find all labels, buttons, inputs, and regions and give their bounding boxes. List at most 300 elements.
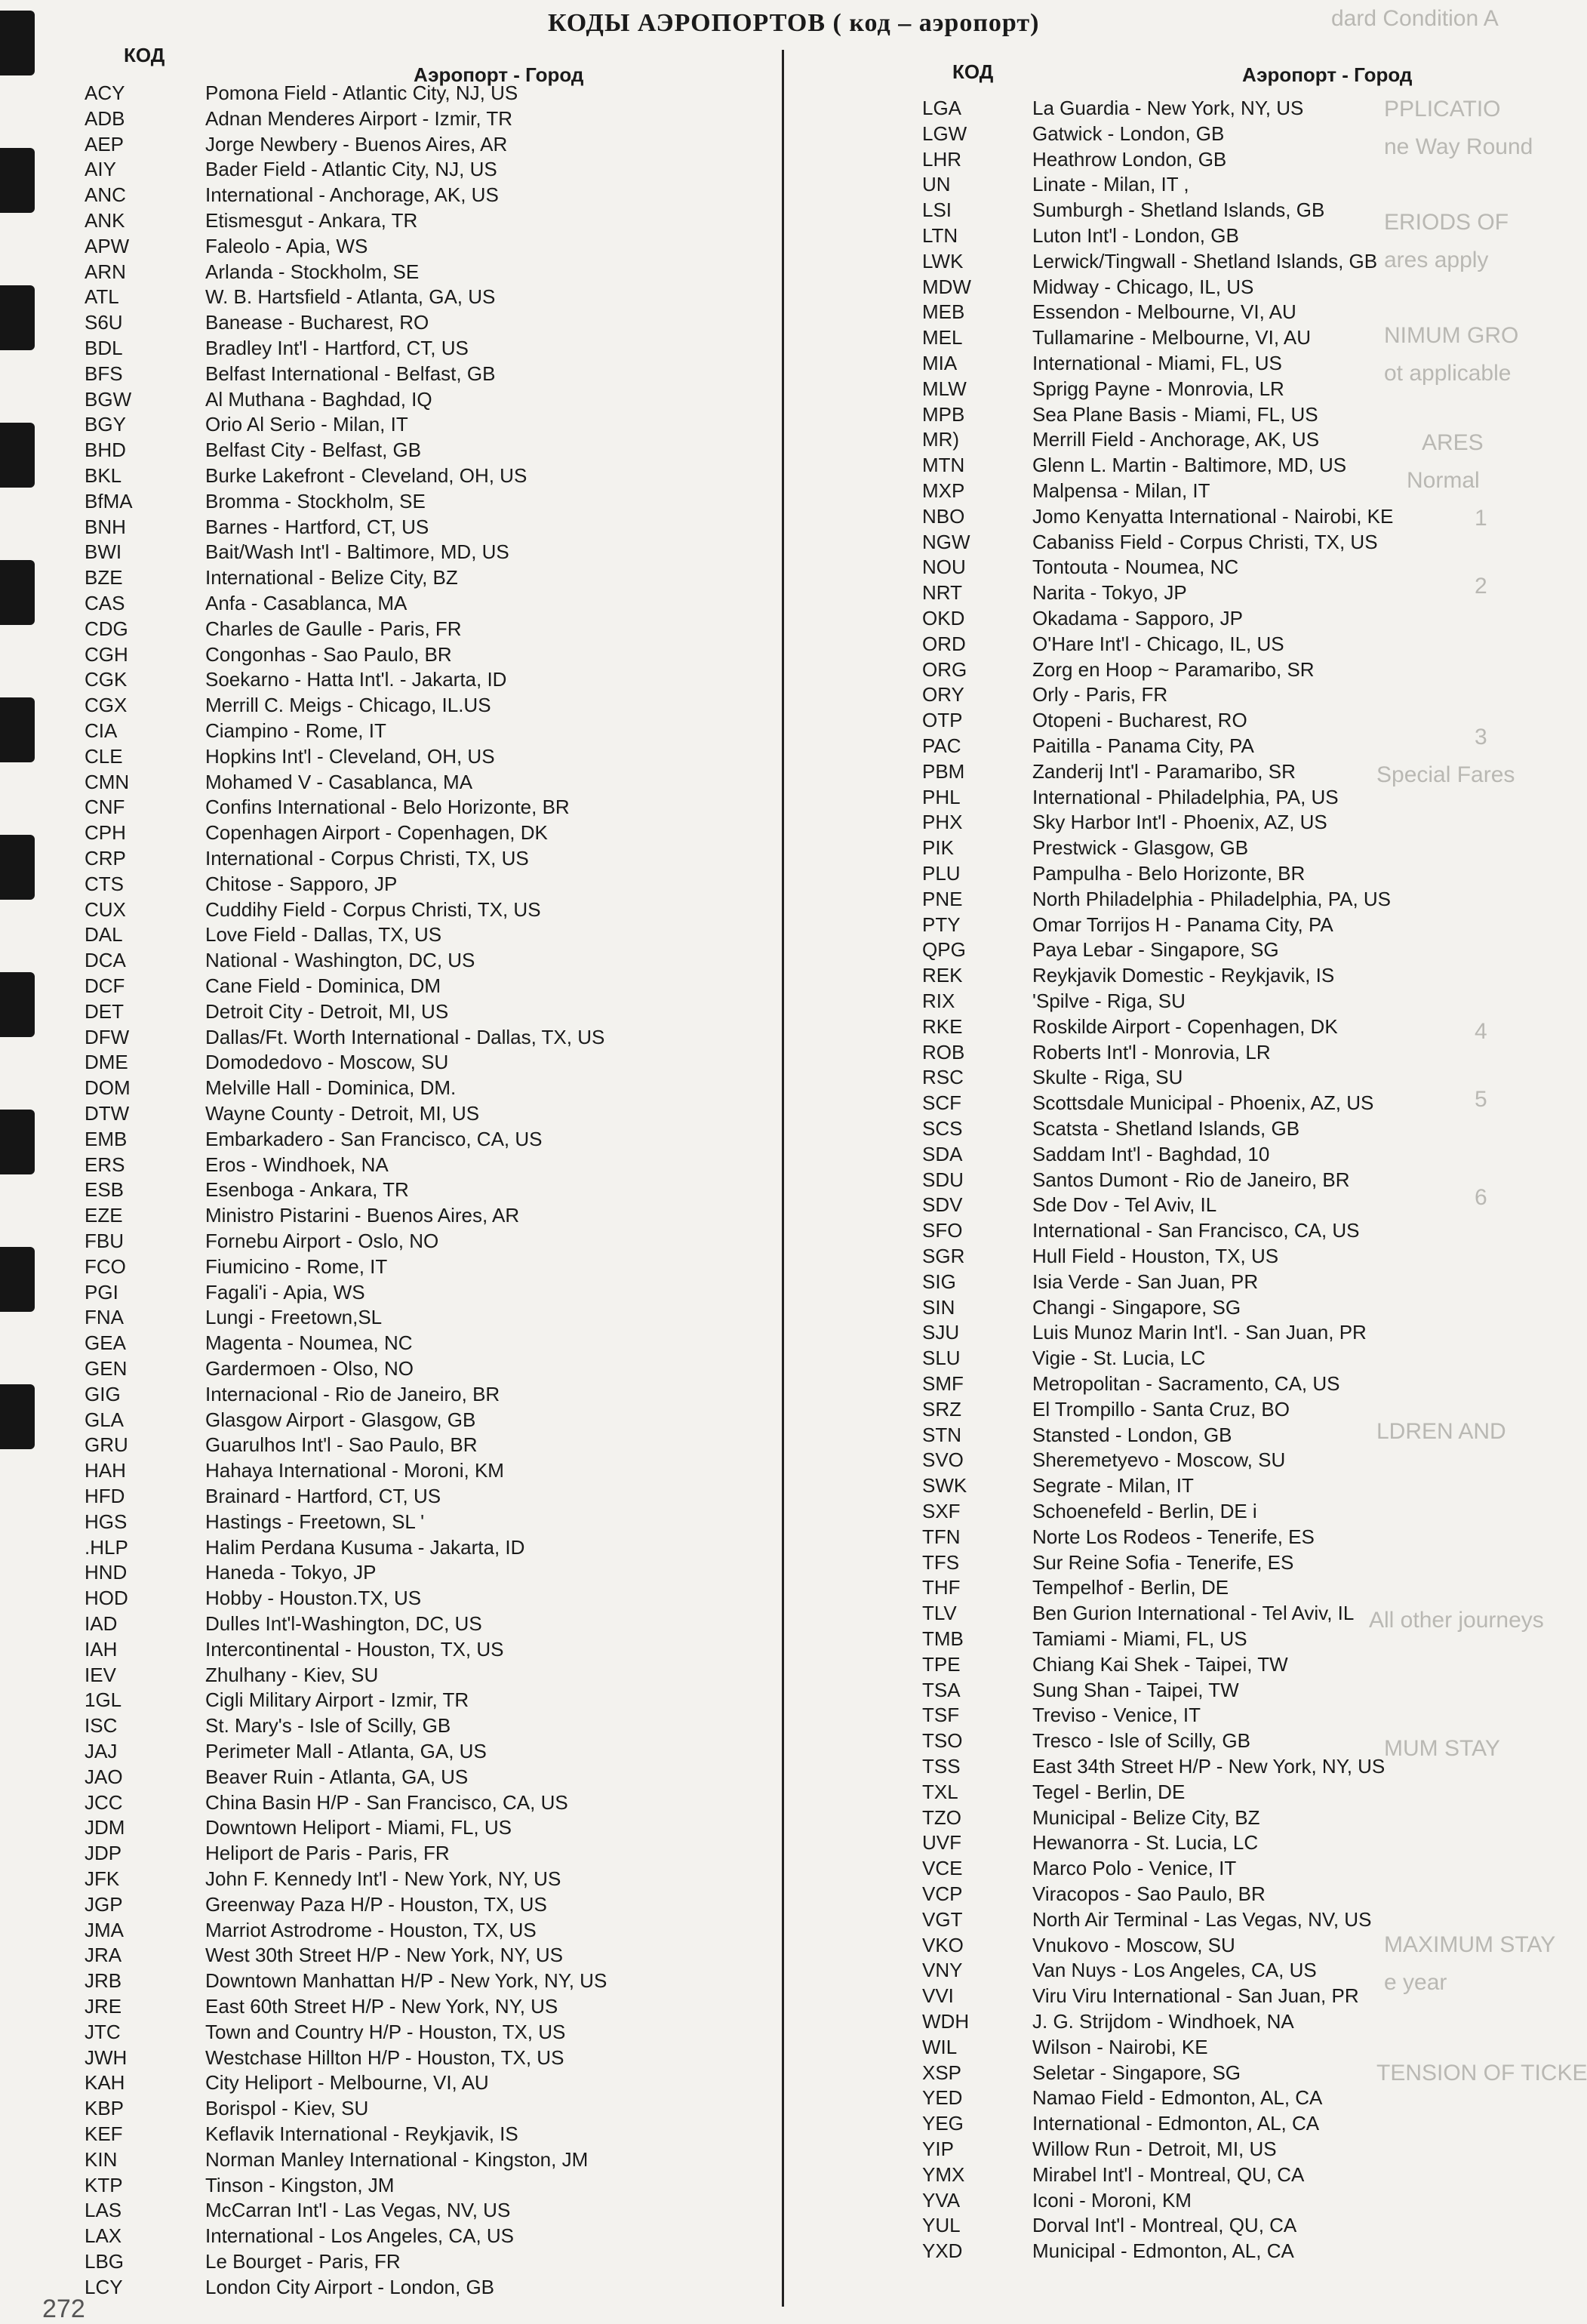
airport-code: CGH — [85, 642, 128, 666]
airport-code: HND — [85, 1561, 128, 1584]
airport-code: TSA — [922, 1678, 961, 1701]
airport-code: SIN — [922, 1295, 955, 1319]
airport-code: XSP — [922, 2061, 962, 2084]
airport-code: BfMA — [85, 489, 133, 513]
airport-name-city: Sprigg Payne - Monrovia, LR — [1032, 377, 1284, 400]
right-header-code: КОД — [952, 60, 994, 83]
airport-code: PTY — [922, 913, 961, 936]
airport-name-city: Charles de Gaulle - Paris, FR — [205, 617, 462, 640]
airport-name-city: O'Hare Int'l - Chicago, IL, US — [1032, 632, 1284, 655]
airport-name-city: Ciampino - Rome, IT — [205, 719, 386, 742]
airport-code: BKL — [85, 464, 122, 487]
airport-name-city: Okadama - Sapporo, JP — [1032, 607, 1243, 629]
airport-code: VCP — [922, 1882, 963, 1905]
airport-code: JRE — [85, 1995, 122, 2018]
airport-name-city: Santos Dumont - Rio de Janeiro, BR — [1032, 1168, 1350, 1191]
airport-code: CIA — [85, 719, 118, 742]
airport-name-city: Intercontinental - Houston, TX, US — [205, 1637, 504, 1661]
airport-name-city: Zanderij Int'l - Paramaribo, SR — [1032, 759, 1296, 783]
airport-name-city: Merrill Field - Anchorage, AK, US — [1032, 428, 1320, 451]
airport-code: PAC — [922, 734, 961, 757]
airport-name-city: Stansted - London, GB — [1032, 1423, 1232, 1446]
airport-name-city: Marriot Astrodrome - Houston, TX, US — [205, 1918, 537, 1941]
airport-code: TZO — [922, 1805, 961, 1829]
bleed-line: MUM STAY — [1384, 1736, 1500, 1761]
airport-name-city: Halim Perdana Kusuma - Jakarta, ID — [205, 1535, 525, 1559]
airport-code: CAS — [85, 592, 125, 614]
airport-name-city: Belfast International - Belfast, GB — [205, 362, 496, 385]
airport-code: PHL — [922, 785, 961, 808]
airport-code: UVF — [922, 1831, 961, 1855]
airport-code: IAH — [85, 1637, 118, 1661]
airport-code: JGP — [85, 1892, 123, 1916]
airport-name-city: Sung Shan - Taipei, TW — [1032, 1678, 1239, 1701]
right-header-airport-city: Аэропорт - Город — [1242, 63, 1413, 86]
airport-code: MXP — [922, 479, 965, 502]
airport-name-city: Fiumicino - Rome, IT — [205, 1254, 388, 1278]
airport-name-city: Cuddihy Field - Corpus Christi, TX, US — [205, 897, 541, 921]
airport-code: TLV — [922, 1602, 957, 1625]
airport-name-city: International - Edmonton, AL, CA — [1032, 2112, 1320, 2135]
airport-code: FCO — [85, 1254, 126, 1278]
airport-code: APW — [85, 234, 130, 257]
airport-name-city: International - Los Angeles, CA, US — [205, 2224, 515, 2248]
airport-name-city: Brainard - Hartford, CT, US — [205, 1485, 441, 1507]
airport-code: LAS — [85, 2199, 122, 2222]
airport-code: DTW — [85, 1102, 130, 1125]
airport-name-city: El Trompillo - Santa Cruz, BO — [1032, 1397, 1290, 1421]
airport-code: GEA — [85, 1331, 126, 1355]
airport-code: EZE — [85, 1204, 123, 1227]
airport-code: DET — [85, 999, 124, 1023]
airport-name-city: Hull Field - Houston, TX, US — [1032, 1245, 1279, 1267]
airport-name-city: Tempelhof - Berlin, DE — [1032, 1576, 1229, 1599]
airport-code: LTN — [922, 224, 958, 247]
airport-code: PIK — [922, 836, 954, 860]
airport-name-city: Melville Hall - Dominica, DM. — [205, 1076, 457, 1100]
airport-code: CUX — [85, 897, 126, 921]
airport-name-city: Lerwick/Tingwall - Shetland Islands, GB — [1032, 249, 1378, 272]
airport-name-city: Tresco - Isle of Scilly, GB — [1032, 1729, 1250, 1753]
airport-name-city: Reykjavik Domestic - Reykjavik, IS — [1032, 964, 1335, 987]
airport-name-city: Confins International - Belo Horizonte, BR — [205, 796, 570, 819]
airport-code: SCS — [922, 1117, 963, 1140]
airport-name-city: Soekarno - Hatta Int'l. - Jakarta, ID — [205, 668, 507, 691]
airport-code: YMX — [922, 2162, 965, 2186]
airport-code: TSS — [922, 1755, 961, 1778]
airport-code: HAH — [85, 1459, 126, 1482]
airport-code: JTC — [85, 2020, 121, 2043]
airport-code: OTP — [922, 709, 963, 732]
airport-code: KEF — [85, 2122, 123, 2145]
airport-code: NBO — [922, 504, 965, 528]
airport-code: 1GL — [85, 1688, 122, 1712]
airport-code: JFK — [85, 1867, 120, 1890]
airport-name-city: Metropolitan - Sacramento, CA, US — [1032, 1372, 1340, 1395]
airport-name-city: Belfast City - Belfast, GB — [205, 439, 422, 462]
airport-name-city: Merrill C. Meigs - Chicago, IL.US — [205, 694, 491, 717]
airport-name-city: Cabaniss Field - Corpus Christi, TX, US — [1032, 530, 1378, 553]
airport-code: BFS — [85, 362, 123, 385]
airport-name-city: Baneasе - Bucharest, RO — [205, 311, 429, 334]
airport-name-city: Prestwick - Glasgow, GB — [1032, 836, 1249, 860]
airport-name-city: Seletar - Singapore, SG — [1032, 2061, 1241, 2084]
airport-name-city: City Heliport - Melbourne, VI, AU — [205, 2071, 489, 2095]
airport-code: TMB — [922, 1627, 964, 1650]
airport-code: KAH — [85, 2071, 125, 2095]
airport-name-city: Cane Field - Dominica, DM — [205, 974, 441, 997]
airport-name-city: Sheremetyevo - Moscow, SU — [1032, 1448, 1286, 1472]
airport-code: ROB — [922, 1040, 965, 1063]
airport-name-city: West 30th Street H/P - New York, NY, US — [205, 1944, 563, 1967]
airport-code: SDV — [922, 1193, 963, 1217]
airport-name-city: Tontouta - Noumea, NC — [1032, 556, 1239, 579]
airport-code: FBU — [85, 1230, 124, 1252]
airport-name-city: Malpensa - Milan, IT — [1032, 479, 1210, 502]
airport-code: JCC — [85, 1790, 123, 1814]
airport-name-city: Sky Harbor Int'l - Phoenix, AZ, US — [1032, 811, 1327, 834]
airport-code: MPB — [922, 402, 965, 426]
airport-code: YXD — [922, 2239, 963, 2263]
airport-name-city: Mirabel Int'l - Montreal, QU, CA — [1032, 2162, 1305, 2186]
airport-code: .HLP — [85, 1535, 128, 1559]
airport-code: PHX — [922, 811, 963, 834]
airport-code: THF — [922, 1576, 961, 1599]
airport-code: DAL — [85, 923, 123, 947]
airport-code: JAJ — [85, 1740, 118, 1762]
airport-name-city: Keflavik International - Reykjavik, IS — [205, 2122, 518, 2145]
airport-code: LGW — [922, 122, 967, 145]
airport-name-city: Treviso - Venice, IT — [1032, 1704, 1201, 1727]
airport-code: KBP — [85, 2097, 125, 2120]
airport-code: SDA — [922, 1142, 963, 1165]
airport-name-city: Heathrow London, GB — [1032, 147, 1227, 171]
airport-name-city: Cigli Military Airport - Izmir, TR — [205, 1688, 469, 1712]
airport-name-city: Perimeter Mall - Atlanta, GA, US — [205, 1740, 487, 1762]
airport-name-city: Sde Dov - Tel Aviv, IL — [1032, 1193, 1217, 1217]
airport-code: BGY — [85, 413, 126, 436]
airport-name-city: Viracopos - Sao Paulo, BR — [1032, 1882, 1266, 1905]
bleed-line: LDREN AND — [1376, 1419, 1506, 1444]
airport-name-city: Arlanda - Stockholm, SE — [205, 260, 420, 283]
airport-name-city: Namao Field - Edmonton, AL, CA — [1032, 2086, 1323, 2110]
airport-name-city: Wayne County - Detroit, MI, US — [205, 1102, 480, 1125]
airport-name-city: Le Bourget - Paris, FR — [205, 2250, 401, 2273]
airport-code: ORG — [922, 657, 967, 681]
bleed-line: e year — [1384, 1970, 1447, 1995]
airport-code: SCF — [922, 1091, 961, 1115]
airport-name-city: International - Miami, FL, US — [1032, 352, 1282, 374]
airport-name-city: Bait/Wash Int'l - Baltimore, MD, US — [205, 540, 509, 564]
airport-code: RSC — [922, 1066, 964, 1089]
airport-code: TPE — [922, 1652, 961, 1676]
airport-name-city: Scottsdale Municipal - Phoenix, AZ, US — [1032, 1091, 1374, 1115]
airport-code: SWK — [922, 1474, 967, 1498]
airport-code: SXF — [922, 1500, 961, 1522]
airport-code: MTN — [922, 454, 965, 477]
bleed-line: TENSION OF TICKE — [1376, 2061, 1587, 2085]
bleed-line: dard Condition A — [1331, 6, 1499, 31]
airport-name-city: Essendon - Melbourne, VI, AU — [1032, 300, 1296, 324]
airport-name-city: East 34th Street H/P - New York, NY, US — [1032, 1755, 1386, 1778]
bleed-line: Special Fares — [1376, 762, 1515, 787]
airport-code: HFD — [85, 1485, 125, 1507]
airport-code: VVI — [922, 1984, 954, 2008]
airport-name-city: W. B. Hartsfield - Atlanta, GA, US — [205, 285, 496, 309]
airport-name-city: Zorg en Hoop ~ Paramaribo, SR — [1032, 657, 1315, 681]
airport-name-city: Congonhas - Sao Paulo, BR — [205, 642, 452, 666]
airport-name-city: Faleolo - Apia, WS — [205, 234, 368, 257]
airport-name-city: International - San Francisco, CA, US — [1032, 1219, 1360, 1242]
airport-name-city: International - Philadelphia, PA, US — [1032, 785, 1339, 808]
airport-name-city: La Guardia - New York, NY, US — [1032, 97, 1304, 119]
airport-name-city: Heliport de Paris - Paris, FR — [205, 1842, 450, 1865]
left-header-airport-city: Аэропорт - Город — [414, 63, 584, 86]
airport-code: SRZ — [922, 1397, 961, 1421]
airport-code: BGW — [85, 387, 132, 411]
airport-name-city: International - Corpus Christi, TX, US — [205, 847, 529, 870]
airport-code: ARN — [85, 260, 126, 283]
airport-code: NOU — [922, 556, 966, 579]
airport-code: ESB — [85, 1178, 125, 1202]
bleed-line: ARES — [1422, 430, 1484, 455]
airport-name-city: Glasgow Airport - Glasgow, GB — [205, 1408, 476, 1431]
airport-code: ADB — [85, 106, 125, 130]
airport-code: JDM — [85, 1816, 125, 1839]
column-divider — [782, 50, 784, 2307]
airport-name-city: Dorval Int'l - Montreal, QU, CA — [1032, 2214, 1297, 2237]
airport-name-city: International - Anchorage, AK, US — [205, 183, 499, 207]
left-header-code: КОД — [124, 44, 165, 66]
airport-name-city: Hobby - Houston.TX, US — [205, 1587, 422, 1610]
airport-name-city: Al Muthana - Baghdad, IQ — [205, 387, 432, 411]
airport-code: PBM — [922, 759, 965, 783]
bleed-line: 5 — [1475, 1087, 1487, 1112]
airport-code: PNE — [922, 887, 963, 910]
airport-name-city: Luton Int'l - London, GB — [1032, 224, 1239, 247]
airport-code: LSI — [922, 199, 952, 222]
airport-code: YUL — [922, 2214, 961, 2237]
airport-code: LCY — [85, 2275, 123, 2298]
airport-code: EMB — [85, 1127, 128, 1150]
airport-name-city: Guarulhos Int'l - Sao Paulo, BR — [205, 1433, 478, 1457]
airport-name-city: Marco Polo - Venice, IT — [1032, 1857, 1237, 1880]
airport-code: SFO — [922, 1219, 963, 1242]
airport-code: CTS — [85, 872, 124, 895]
bleed-through-text — [1331, 0, 1587, 2324]
airport-code: PLU — [922, 862, 961, 885]
airport-code: SJU — [922, 1321, 960, 1344]
airport-name-city: Linate - Milan, IT , — [1032, 173, 1189, 196]
airport-name-city: Haneda - Tokyo, JP — [205, 1561, 377, 1584]
airport-name-city: Jomo Kenyatta International - Nairobi, KE — [1032, 504, 1394, 528]
airport-name-city: Bromma - Stockholm, SE — [205, 489, 426, 513]
airport-code: SIG — [922, 1270, 956, 1293]
airport-name-city: Beaver Ruin - Atlanta, GA, US — [205, 1765, 469, 1788]
airport-name-city: Sumburgh - Shetland Islands, GB — [1032, 199, 1325, 222]
airport-code: DOM — [85, 1076, 131, 1100]
airport-name-city: Paitilla - Panama City, PA — [1032, 734, 1254, 757]
airport-code: SMF — [922, 1372, 964, 1395]
airport-code: JDP — [85, 1842, 122, 1865]
airport-name-city: Borispol - Kiev, SU — [205, 2097, 369, 2120]
airport-name-city: East 60th Street H/P - New York, NY, US — [205, 1995, 558, 2018]
airport-code: CRP — [85, 847, 126, 870]
airport-code: TSF — [922, 1704, 960, 1727]
airport-name-city: Iconi - Moroni, KM — [1032, 2188, 1192, 2212]
bleed-line: NIMUM GRO — [1384, 323, 1519, 348]
airport-code: ANK — [85, 209, 125, 232]
airport-code: NGW — [922, 530, 970, 553]
airport-code: PGI — [85, 1280, 118, 1304]
airport-name-city: Zhulhany - Kiev, SU — [205, 1663, 379, 1686]
airport-code: TXL — [922, 1780, 958, 1803]
airport-name-city: Hastings - Freetown, SL ' — [205, 1510, 425, 1533]
airport-name-city: Paya Lebar - Singapore, SG — [1032, 938, 1279, 962]
airport-name-city: Gatwick - London, GB — [1032, 122, 1225, 145]
airport-name-city: Otopeni - Bucharest, RO — [1032, 709, 1247, 732]
airport-code: SGR — [922, 1245, 965, 1267]
airport-name-city: Westchase Hillton H/P - Houston, TX, US — [205, 2045, 564, 2069]
airport-code: BNH — [85, 515, 126, 538]
airport-code: DME — [85, 1051, 128, 1074]
airport-code: S6U — [85, 311, 123, 334]
airport-name-city: International - Belize City, BZ — [205, 566, 458, 589]
airport-code: ATL — [85, 285, 119, 309]
airport-code: BWI — [85, 540, 122, 564]
airport-code: UN — [922, 173, 951, 196]
airport-code: FNA — [85, 1306, 124, 1329]
airport-name-city: Barnes - Hartford, CT, US — [205, 515, 429, 538]
airport-name-city: J. G. Strijdom - Windhoek, NA — [1032, 2010, 1294, 2033]
airport-code: JMA — [85, 1918, 124, 1941]
airport-code: IEV — [85, 1663, 116, 1686]
airport-name-city: John F. Kennedy Int'l - New York, NY, US — [205, 1867, 561, 1890]
airport-name-city: Tullamarine - Melbourne, VI, AU — [1032, 326, 1311, 349]
airport-code: ISC — [85, 1714, 118, 1738]
airport-name-city: Van Nuys - Los Angeles, CA, US — [1032, 1959, 1317, 1982]
airport-name-city: Embarkadero - San Francisco, CA, US — [205, 1127, 543, 1150]
airport-code: JAO — [85, 1765, 123, 1788]
airport-name-city: Fornebu Airport - Oslo, NO — [205, 1230, 439, 1252]
airport-name-city: Willow Run - Detroit, MI, US — [1032, 2138, 1277, 2160]
airport-code: CLE — [85, 744, 123, 768]
airport-name-city: Saddam Int'l - Baghdad, 10 — [1032, 1142, 1270, 1165]
airport-name-city: Sur Reine Sofia - Tenerife, ES — [1032, 1550, 1294, 1574]
airport-code: KIN — [85, 2147, 118, 2171]
airport-code: DFW — [85, 1025, 130, 1048]
airport-code: VGT — [922, 1907, 963, 1931]
airport-name-city: Downtown Heliport - Miami, FL, US — [205, 1816, 512, 1839]
airport-code: VNY — [922, 1959, 963, 1982]
airport-name-city: Scatsta - Shetland Islands, GB — [1032, 1117, 1300, 1140]
bleed-line: All other journeys — [1369, 1608, 1544, 1633]
bleed-line: 2 — [1475, 574, 1487, 599]
airport-name-city: Fagali'i - Apia, WS — [205, 1280, 365, 1304]
airport-code: AIY — [85, 158, 116, 181]
airport-code: GLA — [85, 1408, 125, 1431]
airport-name-city: Anfa - Casablanca, MA — [205, 592, 408, 614]
airport-code: ANC — [85, 183, 126, 207]
airport-name-city: Skulte - Riga, SU — [1032, 1066, 1183, 1089]
airport-name-city: Pomona Field - Atlantic City, NJ, US — [205, 82, 518, 104]
airport-code: RKE — [922, 1014, 963, 1038]
airport-code: LAX — [85, 2224, 122, 2248]
airport-name-city: Isia Verde - San Juan, PR — [1032, 1270, 1259, 1293]
airport-name-city: Tamiami - Miami, FL, US — [1032, 1627, 1247, 1650]
airport-name-city: Downtown Manhattan H/P - New York, NY, US — [205, 1969, 607, 1993]
airport-code: MR) — [922, 428, 960, 451]
airport-name-city: Greenway Paza H/P - Houston, TX, US — [205, 1892, 547, 1916]
airport-name-city: Luis Munoz Marin Int'l. - San Juan, PR — [1032, 1321, 1367, 1344]
airport-name-city: 'Spilve - Riga, SU — [1032, 990, 1186, 1012]
bleed-line: MAXIMUM STAY — [1384, 1932, 1556, 1957]
airport-name-city: Chitose - Sapporo, JP — [205, 872, 398, 895]
airport-code: YED — [922, 2086, 963, 2110]
airport-name-city: Burke Lakefront - Cleveland, OH, US — [205, 464, 527, 487]
airport-code: JRB — [85, 1969, 122, 1993]
airport-code: HOD — [85, 1587, 128, 1610]
bleed-line: ot applicable — [1384, 361, 1512, 386]
airport-code: DCA — [85, 949, 126, 972]
airport-code: WDH — [922, 2010, 970, 2033]
airport-code: REK — [922, 964, 963, 987]
airport-name-city: Internacional - Rio de Janeiro, BR — [205, 1382, 500, 1405]
airport-name-city: Lungi - Freetown,SL — [205, 1306, 383, 1329]
airport-name-city: Omar Torrijos H - Panama City, PA — [1032, 913, 1333, 936]
bleed-line: ares apply — [1384, 248, 1489, 272]
airport-code: RIX — [922, 990, 955, 1012]
airport-name-city: Vigie - St. Lucia, LC — [1032, 1347, 1206, 1370]
airport-name-city: Roskilde Airport - Copenhagen, DK — [1032, 1014, 1338, 1038]
airport-code: IAD — [85, 1612, 118, 1635]
airport-code: VKO — [922, 1933, 964, 1956]
airport-name-city: Norman Manley International - Kingston, JM — [205, 2147, 589, 2171]
bleed-line: ERIODS OF — [1384, 210, 1509, 235]
airport-code: YVA — [922, 2188, 961, 2212]
airport-name-city: Jorge Newbery - Buenos Aires, AR — [205, 132, 508, 155]
airport-name-city: Domodedovo - Moscow, SU — [205, 1051, 449, 1074]
airport-code: WIL — [922, 2035, 958, 2058]
airport-name-city: Tegel - Berlin, DE — [1032, 1780, 1186, 1803]
airport-name-city: Eros - Windhoek, NA — [205, 1153, 389, 1176]
bleed-line: Normal — [1407, 468, 1480, 493]
airport-code: CGK — [85, 668, 128, 691]
airport-code: YIP — [922, 2138, 954, 2160]
airport-code: LHR — [922, 147, 962, 171]
bleed-line: 6 — [1475, 1185, 1487, 1210]
airport-code: OKD — [922, 607, 965, 629]
airport-name-city: Dallas/Ft. Worth International - Dallas, TX, US — [205, 1025, 605, 1048]
airport-name-city: Adnan Menderes Airport - Izmir, TR — [205, 106, 513, 130]
airport-name-city: Hewanorra - St. Lucia, LC — [1032, 1831, 1259, 1855]
airport-name-city: Orio Al Serio - Milan, IT — [205, 413, 408, 436]
airport-code: JRA — [85, 1944, 122, 1967]
airport-code: JWH — [85, 2045, 128, 2069]
airport-code: HGS — [85, 1510, 128, 1533]
airport-name-city: Pampulha - Belo Horizonte, BR — [1032, 862, 1306, 885]
airport-name-city: St. Mary's - Isle of Scilly, GB — [205, 1714, 451, 1738]
airport-code: SDU — [922, 1168, 964, 1191]
bleed-line: 3 — [1475, 725, 1487, 750]
airport-name-city: Bradley Int'l - Hartford, CT, US — [205, 337, 469, 359]
airport-name-city: Bader Field - Atlantic City, NJ, US — [205, 158, 497, 181]
airport-code: ACY — [85, 82, 125, 104]
airport-name-city: Midway - Chicago, IL, US — [1032, 275, 1254, 298]
airport-code: LGA — [922, 97, 962, 119]
airport-code: BHD — [85, 439, 126, 462]
airport-name-city: Ministro Pistarini - Buenos Aires, AR — [205, 1204, 520, 1227]
